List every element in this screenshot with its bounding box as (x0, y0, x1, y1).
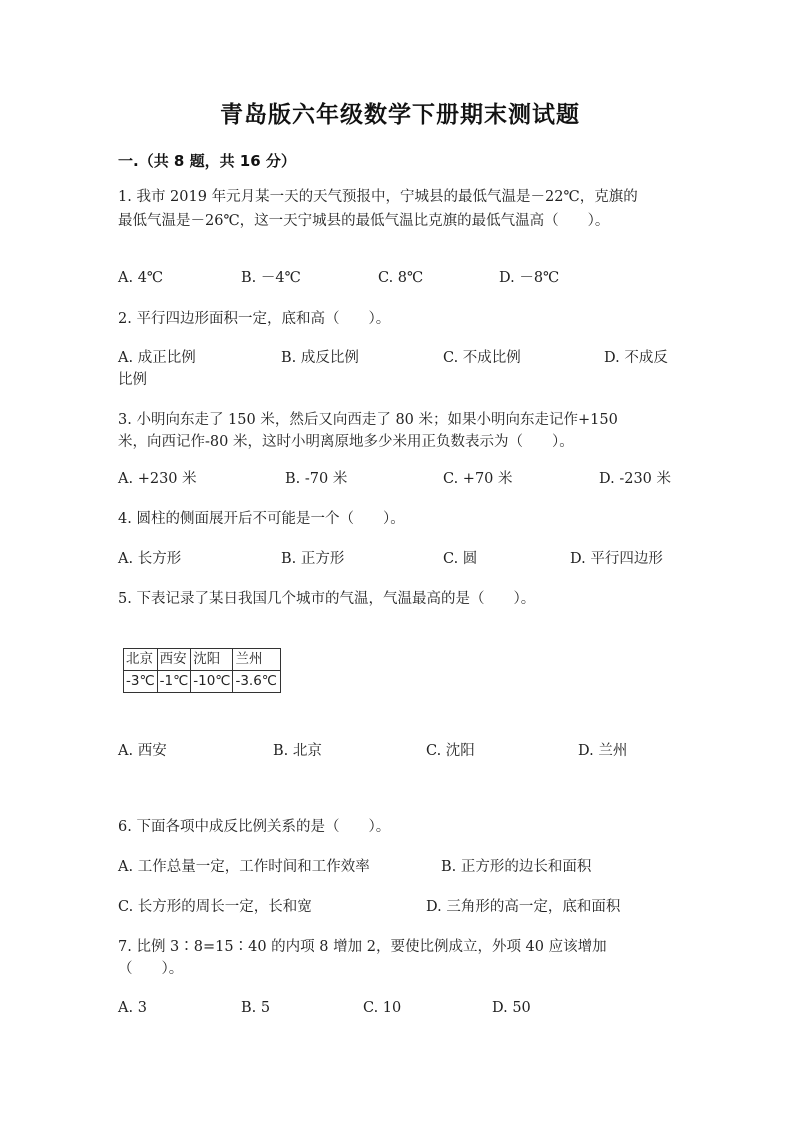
q5-option-b: B. 北京 (273, 743, 322, 759)
section-heading: 一.（共 8 题，共 16 分） (118, 152, 296, 170)
table-row (124, 671, 281, 693)
table-header-cell: 沈阳 (191, 649, 233, 671)
q2-option-d-wrap: 比例 (118, 372, 147, 388)
q3-option-a: A. +230 米 (118, 471, 197, 487)
question-7-line-2: （ ）。 (118, 961, 184, 977)
question-7-line-1: 7. 比例 3∶8=15∶40 的内项 8 增加 2，要使比例成立，外项 40 应该增加 (118, 939, 607, 955)
q3-option-c: C. +70 米 (443, 471, 513, 487)
table-row (124, 649, 281, 671)
q5-option-a: A. 西安 (118, 743, 167, 759)
question-5-line-1: 5. 下表记录了某日我国几个城市的气温，气温最高的是（ ）。 (118, 591, 536, 607)
q2-option-d: D. 不成反 (604, 350, 668, 366)
question-2-line-1: 2. 平行四边形面积一定，底和高（ ）。 (118, 311, 391, 327)
question-3-line-2: 米，向西记作-80 米，这时小明离原地多少米用正负数表示为（ ）。 (118, 434, 574, 450)
q6-option-d: D. 三角形的高一定，底和面积 (426, 899, 621, 915)
q1-option-c: C. 8℃ (378, 270, 424, 286)
table-header-cell: 北京 (124, 649, 158, 671)
question-3-line-1: 3. 小明向东走了 150 米，然后又向西走了 80 米；如果小明向东走记作+150 (118, 412, 618, 428)
q2-option-c: C. 不成比例 (443, 350, 521, 366)
q7-option-c: C. 10 (363, 1000, 402, 1016)
q3-option-d: D. -230 米 (599, 471, 672, 487)
q4-option-d: D. 平行四边形 (570, 551, 663, 567)
temperature-table (123, 648, 281, 693)
q2-option-b: B. 成反比例 (281, 350, 359, 366)
table-cell: -10℃ (191, 671, 233, 693)
q6-option-c: C. 长方形的周长一定，长和宽 (118, 899, 312, 915)
table-header-cell: 西安 (157, 649, 191, 671)
q3-option-b: B. -70 米 (285, 471, 348, 487)
q1-option-a: A. 4℃ (118, 270, 164, 286)
question-6-line-1: 6. 下面各项中成反比例关系的是（ ）。 (118, 819, 391, 835)
q7-option-b: B. 5 (241, 1000, 271, 1016)
q1-option-d: D. －8℃ (499, 270, 560, 286)
table-cell: -1℃ (157, 671, 191, 693)
question-1-line-1: 1. 我市 2019 年元月某一天的天气预报中，宁城县的最低气温是－22℃，克旗的 (118, 189, 638, 205)
q7-option-a: A. 3 (118, 1000, 147, 1016)
page-title: 青岛版六年级数学下册期末测试题 (220, 102, 580, 128)
q6-option-b: B. 正方形的边长和面积 (441, 859, 592, 875)
q6-option-a: A. 工作总量一定，工作时间和工作效率 (118, 859, 370, 875)
q7-option-d: D. 50 (492, 1000, 531, 1016)
table-cell: -3.6℃ (233, 671, 281, 693)
table-cell: -3℃ (124, 671, 158, 693)
question-4-line-1: 4. 圆柱的侧面展开后不可能是一个（ ）。 (118, 511, 405, 527)
q4-option-a: A. 长方形 (118, 551, 182, 567)
table-header-cell: 兰州 (233, 649, 281, 671)
q2-option-a: A. 成正比例 (118, 350, 196, 366)
q4-option-c: C. 圆 (443, 551, 478, 567)
q5-option-c: C. 沈阳 (426, 743, 475, 759)
q1-option-b: B. －4℃ (241, 270, 301, 286)
question-1-line-2: 最低气温是－26℃，这一天宁城县的最低气温比克旗的最低气温高（ ）。 (118, 213, 610, 229)
q5-option-d: D. 兰州 (578, 743, 628, 759)
q4-option-b: B. 正方形 (281, 551, 345, 567)
